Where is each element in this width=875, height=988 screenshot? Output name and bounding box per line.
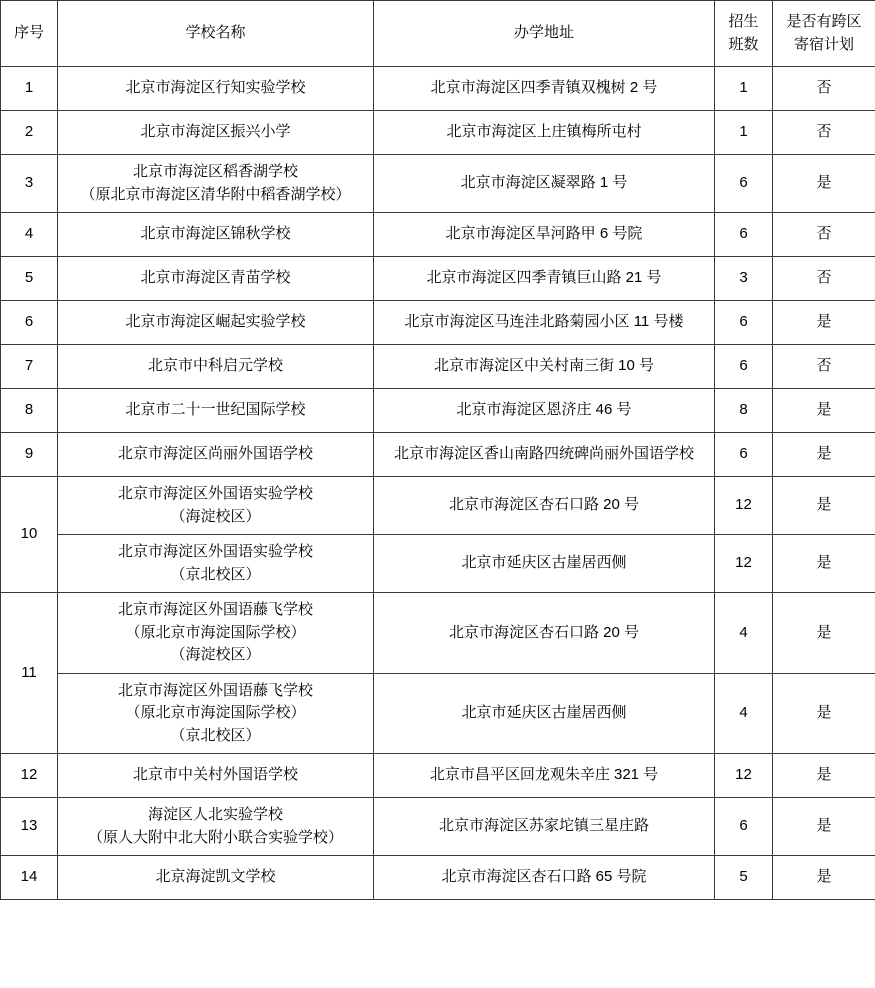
school-name-line: 北京市海淀区稻香湖学校	[132, 163, 298, 180]
cell-school-name	[58, 535, 374, 593]
cell-index: 1	[1, 67, 58, 111]
table-body	[1, 67, 875, 900]
school-name-line: 北京市海淀区青苗学校	[140, 269, 291, 287]
cell-class-count: 12	[715, 477, 773, 535]
table-row	[1, 257, 875, 301]
cell-address: 北京市海淀区香山南路四统碑尚丽外国语学校	[374, 433, 715, 477]
cell-index: 3	[1, 155, 58, 213]
column-header-class-count-line2: 班数	[728, 35, 759, 53]
cell-school-name	[58, 754, 374, 798]
cell-school-name	[58, 389, 374, 433]
school-name-campus: （京北校区）	[170, 726, 261, 744]
cell-address: 北京市海淀区旱河路甲 6 号院	[374, 213, 715, 257]
cell-address: 北京市海淀区恩济庄 46 号	[374, 389, 715, 433]
school-name-line: 北京市海淀区外国语实验学校	[117, 543, 313, 560]
cell-school-name	[58, 433, 374, 477]
cell-class-count: 6	[715, 301, 773, 345]
cell-boarding-plan: 是	[773, 477, 875, 535]
school-name-subline: （原北京市海淀国际学校）	[125, 623, 306, 641]
cell-index: 7	[1, 345, 58, 389]
cell-class-count: 4	[715, 673, 773, 754]
school-name-line: 北京市海淀区外国语藤飞学校	[117, 681, 313, 699]
cell-index: 8	[1, 389, 58, 433]
column-header-boarding-plan-line2: 寄宿计划	[793, 35, 854, 53]
cell-school-name	[58, 111, 374, 155]
cell-class-count: 1	[715, 111, 773, 155]
cell-index: 5	[1, 257, 58, 301]
cell-boarding-plan: 是	[773, 535, 875, 593]
school-name-subline: （京北校区）	[170, 565, 261, 583]
school-name-line: 海淀区人北实验学校	[147, 806, 283, 823]
school-name-line: 北京市二十一世纪国际学校	[125, 401, 306, 419]
column-header-index: 序号	[1, 1, 58, 67]
cell-school-name	[58, 673, 374, 754]
cell-class-count: 1	[715, 67, 773, 111]
cell-class-count: 5	[715, 856, 773, 900]
cell-school-name	[58, 798, 374, 856]
cell-address: 北京市海淀区杏石口路 20 号	[374, 477, 715, 535]
cell-boarding-plan: 是	[773, 155, 875, 213]
table-row	[1, 155, 875, 213]
table-row	[1, 477, 875, 535]
cell-boarding-plan: 是	[773, 798, 875, 856]
cell-school-name	[58, 67, 374, 111]
table-row	[1, 301, 875, 345]
cell-class-count: 6	[715, 213, 773, 257]
cell-index: 9	[1, 433, 58, 477]
cell-boarding-plan: 是	[773, 754, 875, 798]
cell-boarding-plan: 是	[773, 673, 875, 754]
table-header-row	[1, 1, 875, 67]
cell-boarding-plan: 是	[773, 593, 875, 674]
cell-school-name	[58, 856, 374, 900]
school-name-subline: （原北京市海淀国际学校）	[125, 704, 306, 721]
cell-address: 北京市海淀区杏石口路 20 号	[374, 593, 715, 674]
school-name-line: 北京市中关村外国语学校	[132, 766, 298, 784]
cell-index: 10	[1, 477, 58, 593]
school-name-subline: （原北京市海淀区清华附中稻香湖学校）	[80, 185, 351, 203]
cell-address: 北京市海淀区凝翠路 1 号	[374, 155, 715, 213]
school-name-subline: （原人大附中北大附小联合实验学校）	[87, 828, 343, 846]
school-name-line: 北京市海淀区振兴小学	[140, 123, 291, 141]
column-header-school-name: 学校名称	[58, 1, 374, 67]
cell-class-count: 12	[715, 535, 773, 593]
cell-index: 12	[1, 754, 58, 798]
table-row	[1, 389, 875, 433]
column-header-class-count	[715, 1, 773, 67]
cell-school-name	[58, 257, 374, 301]
column-header-address: 办学地址	[374, 1, 715, 67]
cell-index: 14	[1, 856, 58, 900]
cell-school-name	[58, 477, 374, 535]
cell-boarding-plan: 是	[773, 301, 875, 345]
school-name-line: 北京市中科启元学校	[147, 357, 283, 375]
cell-index: 4	[1, 213, 58, 257]
column-header-class-count-line1: 招生	[728, 13, 759, 30]
cell-boarding-plan: 否	[773, 111, 875, 155]
cell-boarding-plan: 否	[773, 257, 875, 301]
table-row	[1, 345, 875, 389]
table-row	[1, 535, 875, 593]
cell-index: 6	[1, 301, 58, 345]
cell-address: 北京市海淀区中关村南三街 10 号	[374, 345, 715, 389]
cell-boarding-plan: 是	[773, 856, 875, 900]
table-row	[1, 433, 875, 477]
table-row	[1, 673, 875, 754]
cell-class-count: 8	[715, 389, 773, 433]
table-row	[1, 593, 875, 674]
school-name-line: 北京海淀凯文学校	[155, 868, 276, 886]
cell-school-name	[58, 155, 374, 213]
cell-index: 11	[1, 593, 58, 754]
table-row	[1, 67, 875, 111]
cell-school-name	[58, 301, 374, 345]
table-row	[1, 856, 875, 900]
cell-class-count: 6	[715, 345, 773, 389]
cell-class-count: 4	[715, 593, 773, 674]
table-row	[1, 111, 875, 155]
cell-address: 北京市延庆区古崖居西侧	[374, 535, 715, 593]
school-name-line: 北京市海淀区崛起实验学校	[125, 313, 306, 331]
cell-address: 北京市海淀区四季青镇双槐树 2 号	[374, 67, 715, 111]
table-header	[1, 1, 875, 67]
cell-index: 13	[1, 798, 58, 856]
cell-class-count: 6	[715, 798, 773, 856]
table-row	[1, 754, 875, 798]
cell-boarding-plan: 是	[773, 389, 875, 433]
cell-address: 北京市海淀区上庄镇梅所屯村	[374, 111, 715, 155]
cell-address: 北京市昌平区回龙观朱辛庄 321 号	[374, 754, 715, 798]
cell-address: 北京市海淀区马连洼北路菊园小区 11 号楼	[374, 301, 715, 345]
cell-boarding-plan: 否	[773, 67, 875, 111]
school-name-line: 北京市海淀区外国语藤飞学校	[117, 601, 313, 618]
cell-address: 北京市海淀区四季青镇巨山路 21 号	[374, 257, 715, 301]
cell-address: 北京市海淀区苏家坨镇三星庄路	[374, 798, 715, 856]
table-row	[1, 798, 875, 856]
cell-school-name	[58, 593, 374, 674]
cell-boarding-plan: 否	[773, 345, 875, 389]
school-name-subline: （海淀校区）	[170, 507, 261, 525]
school-name-line: 北京市海淀区行知实验学校	[125, 79, 306, 97]
cell-class-count: 12	[715, 754, 773, 798]
cell-boarding-plan: 否	[773, 213, 875, 257]
column-header-boarding-plan	[773, 1, 875, 67]
school-name-line: 北京市海淀区外国语实验学校	[117, 485, 313, 502]
cell-address: 北京市海淀区杏石口路 65 号院	[374, 856, 715, 900]
table-row	[1, 213, 875, 257]
cell-address: 北京市延庆区古崖居西侧	[374, 673, 715, 754]
cell-class-count: 3	[715, 257, 773, 301]
cell-class-count: 6	[715, 433, 773, 477]
school-name-campus: （海淀校区）	[170, 646, 261, 663]
column-header-boarding-plan-line1: 是否有跨区	[786, 13, 862, 30]
cell-index: 2	[1, 111, 58, 155]
cell-class-count: 6	[715, 155, 773, 213]
cell-school-name	[58, 345, 374, 389]
cell-boarding-plan: 是	[773, 433, 875, 477]
school-name-line: 北京市海淀区尚丽外国语学校	[117, 445, 313, 463]
cell-school-name	[58, 213, 374, 257]
school-name-line: 北京市海淀区锦秋学校	[140, 225, 291, 243]
